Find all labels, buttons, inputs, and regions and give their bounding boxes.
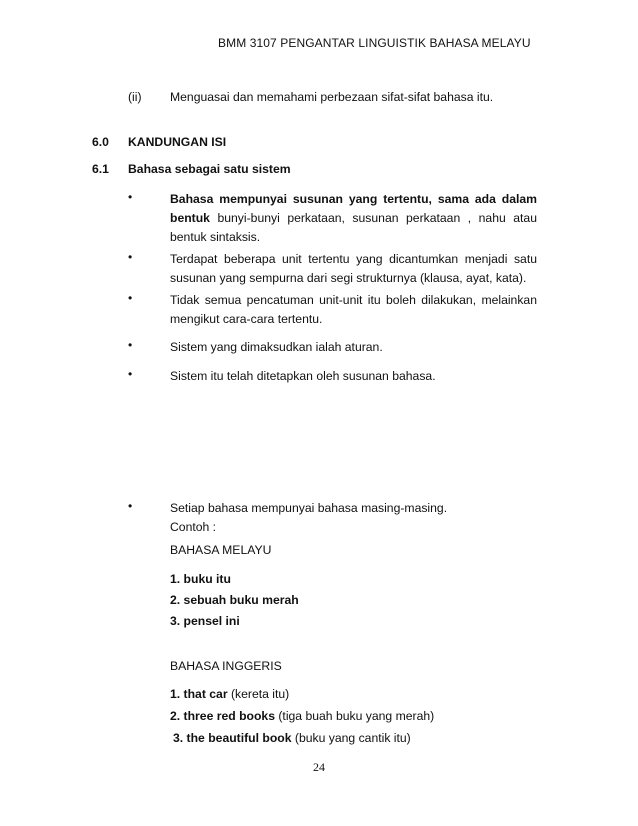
english-example-1-phrase: 1. that car bbox=[170, 687, 228, 701]
bullet-paragraph-1 bbox=[170, 190, 537, 247]
bullet-paragraph-5: Sistem itu telah ditetapkan oleh susunan bahasa. bbox=[170, 369, 436, 383]
bullet-paragraph-6: Setiap bahasa mempunyai bahasa masing-masing. bbox=[170, 501, 448, 515]
bullet-1-rest: bunyi-bunyi perkataan, susunan perkataan , nahu atau bentuk sintaksis. bbox=[170, 211, 537, 244]
english-example-1-gloss: (kereta itu) bbox=[227, 687, 290, 701]
objective-number: (ii) bbox=[128, 90, 142, 104]
page-number: 24 bbox=[313, 760, 325, 774]
english-example-2 bbox=[170, 709, 434, 723]
malay-example-3: 3. pensel ini bbox=[170, 614, 240, 628]
bullet-marker: • bbox=[128, 291, 133, 305]
subsection-title: Bahasa sebagai satu sistem bbox=[128, 162, 291, 176]
bullet-marker: • bbox=[128, 250, 133, 264]
example-label: Contoh : bbox=[170, 520, 217, 534]
bullet-paragraph-2: Terdapat beberapa unit tertentu yang dicantumkan menjadi satu susunan yang sempurna dari segi strukturnya (klausa, ayat, kata). bbox=[170, 252, 537, 285]
english-example-3-gloss: (buku yang cantik itu) bbox=[291, 731, 411, 745]
malay-example-1: 1. buku itu bbox=[170, 572, 231, 586]
bullet-marker: • bbox=[128, 190, 133, 204]
english-example-2-phrase: 2. three red books bbox=[170, 709, 275, 723]
english-heading: BAHASA INGGERIS bbox=[170, 659, 282, 673]
english-example-1 bbox=[170, 687, 289, 701]
malay-example-2: 2. sebuah buku merah bbox=[170, 593, 299, 607]
english-example-3-phrase: 3. the beautiful book bbox=[173, 731, 292, 745]
bullet-paragraph-3: Tidak semua pencatuman unit-unit itu boleh dilakukan, melainkan mengikut cara-cara tertentu. bbox=[170, 293, 537, 326]
objective-text: Menguasai dan memahami perbezaan sifat-sifat bahasa itu. bbox=[170, 90, 494, 104]
malay-heading: BAHASA MELAYU bbox=[170, 543, 272, 557]
running-header: BMM 3107 PENGANTAR LINGUISTIK BAHASA MELAYU bbox=[218, 36, 531, 50]
english-example-3 bbox=[173, 731, 411, 745]
bullet-marker: • bbox=[128, 338, 133, 352]
bullet-marker: • bbox=[128, 499, 133, 513]
bullet-1-bold: Bahasa mempunyai susunan yang tertentu, sama ada dalam bentuk bbox=[170, 192, 537, 225]
bullet-paragraph-4: Sistem yang dimaksudkan ialah aturan. bbox=[170, 340, 383, 354]
english-example-2-gloss: (tiga buah buku yang merah) bbox=[274, 709, 435, 723]
bullet-marker: • bbox=[128, 367, 133, 381]
subsection-number: 6.1 bbox=[92, 162, 109, 176]
section-number: 6.0 bbox=[92, 135, 109, 149]
section-title: KANDUNGAN ISI bbox=[128, 135, 227, 149]
